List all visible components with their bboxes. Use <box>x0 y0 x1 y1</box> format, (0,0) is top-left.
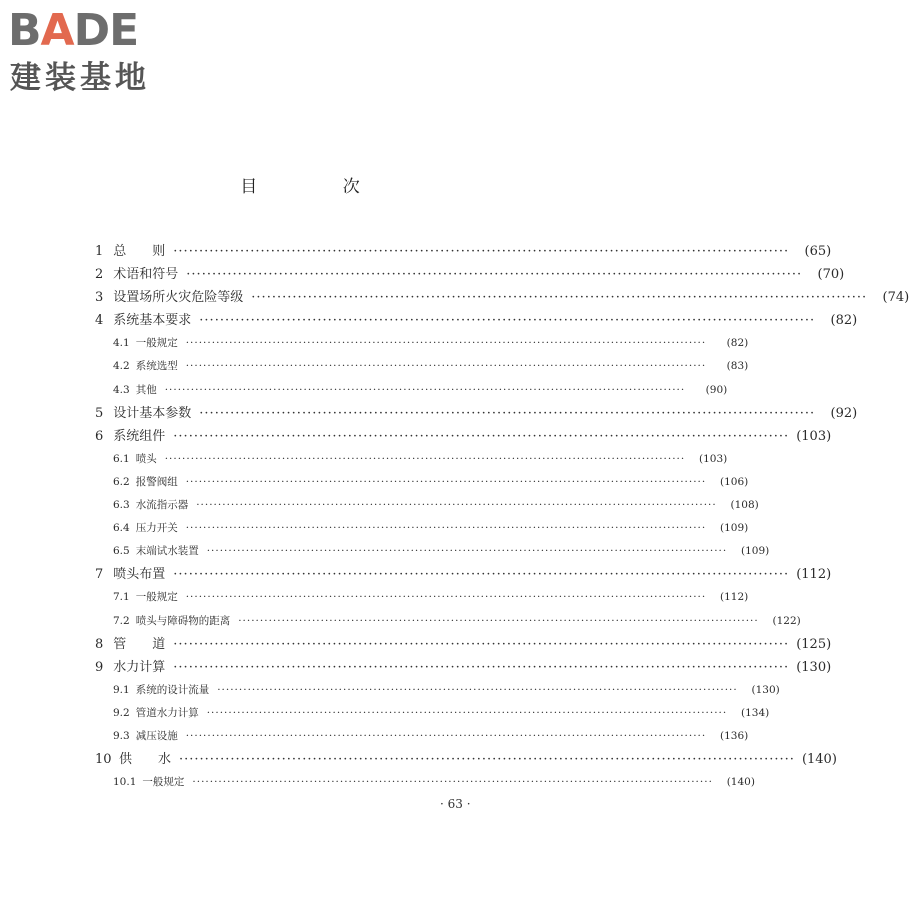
toc-entry-page: (92) <box>830 405 858 421</box>
toc-entry-title: 供 水 <box>119 752 172 768</box>
page-number: · 63 · <box>440 797 471 811</box>
dot-leader: ························································································································ <box>199 313 816 329</box>
toc-entry-page: (136) <box>720 729 749 742</box>
dot-leader: ························································································································ <box>196 499 717 512</box>
toc-entry[interactable] <box>95 679 780 702</box>
toc-entry-title: 水流指示器 <box>135 499 189 512</box>
toc-entry-page: (112) <box>796 567 832 583</box>
toc-entry-number: 6.2 <box>113 475 130 488</box>
toc-entry-number: 9 <box>95 659 104 675</box>
toc-entry-page: (74) <box>882 290 909 306</box>
toc-entry-title: 管道水力计算 <box>135 706 199 719</box>
toc-entry[interactable] <box>95 286 909 309</box>
toc-entry-number: 6.5 <box>113 545 130 558</box>
dot-leader: ························································································································ <box>185 337 707 350</box>
toc-entry[interactable] <box>95 355 749 378</box>
dot-leader: ························································································································ <box>206 706 728 719</box>
toc-entry-page: (109) <box>741 545 770 558</box>
toc-entry-page: (109) <box>720 522 749 535</box>
toc-entry[interactable] <box>95 748 837 771</box>
toc-entry[interactable] <box>95 702 770 725</box>
toc-entry-page: (65) <box>804 244 832 259</box>
toc-entry-title: 系统组件 <box>113 428 166 444</box>
site-logo <box>8 6 178 96</box>
toc-entry-page: (103) <box>796 428 832 444</box>
toc-entry-page: (112) <box>720 591 749 604</box>
dot-leader: ························································································································ <box>173 244 790 259</box>
toc-entry[interactable] <box>95 494 759 517</box>
toc-entry[interactable] <box>95 586 749 609</box>
toc-entry-number: 7.1 <box>113 591 130 604</box>
toc-entry-number: 4.3 <box>113 383 130 396</box>
toc-entry-number: 8 <box>95 636 104 652</box>
toc-entry[interactable] <box>95 332 749 355</box>
dot-leader: ························································································································ <box>206 545 728 558</box>
toc-entry-number: 3 <box>95 290 104 306</box>
toc-entry-number: 7 <box>95 567 104 583</box>
toc-entry-title: 一般规定 <box>142 776 185 789</box>
toc-entry-number: 6 <box>95 428 104 444</box>
toc-entry-page: (83) <box>726 360 749 373</box>
table-of-contents <box>95 240 909 794</box>
toc-entry-page: (70) <box>817 267 845 283</box>
toc-entry[interactable] <box>95 725 749 748</box>
dot-leader: ························································································································ <box>199 405 816 421</box>
toc-entry-page: (103) <box>699 452 728 465</box>
toc-entry[interactable] <box>95 240 832 263</box>
toc-entry-title: 喷头与障碍物的距离 <box>135 614 231 627</box>
toc-entry[interactable] <box>95 402 858 425</box>
toc-entry-page: (125) <box>796 636 832 652</box>
toc-entry-number: 10 <box>95 752 112 768</box>
toc-entry-page: (130) <box>751 683 780 696</box>
toc-entry-number: 1 <box>95 244 104 259</box>
toc-entry-number: 6.4 <box>113 522 130 535</box>
toc-entry-title: 一般规定 <box>135 337 178 350</box>
dot-leader: ························································································································ <box>179 752 795 768</box>
toc-entry-page: (122) <box>772 614 801 627</box>
toc-entry-title: 术语和符号 <box>113 267 179 283</box>
dot-leader: ························································································································ <box>173 659 790 675</box>
toc-entry-title: 减压设施 <box>135 729 178 742</box>
toc-entry[interactable] <box>95 633 832 656</box>
dot-leader: ························································································································ <box>185 475 707 488</box>
dot-leader: ························································································································ <box>164 383 686 396</box>
toc-entry-title: 喷头布置 <box>113 567 166 583</box>
toc-entry-title: 设置场所火灾危险等级 <box>113 290 244 306</box>
dot-leader: ························································································································ <box>238 614 759 627</box>
toc-entry-number: 10.1 <box>113 776 137 789</box>
logo-wordmark: BADE <box>8 5 139 56</box>
toc-entry-number: 4.1 <box>113 337 130 350</box>
dot-leader: ························································································································ <box>173 636 790 652</box>
logo-subtitle: 建装基地 <box>10 60 150 96</box>
toc-entry-page: (140) <box>726 776 755 789</box>
toc-entry-number: 6.3 <box>113 499 130 512</box>
toc-entry-title: 报警阀组 <box>135 475 178 488</box>
dot-leader: ························································································································ <box>185 591 707 604</box>
toc-entry[interactable] <box>95 309 858 332</box>
toc-entry-page: (108) <box>730 499 759 512</box>
toc-entry-number: 9.1 <box>113 683 130 696</box>
toc-entry-page: (82) <box>830 313 858 329</box>
toc-entry-number: 2 <box>95 267 104 283</box>
toc-entry-title: 一般规定 <box>135 591 178 604</box>
toc-entry[interactable] <box>95 771 755 794</box>
toc-entry[interactable] <box>95 563 832 586</box>
toc-entry-page: (140) <box>801 752 837 768</box>
toc-entry[interactable] <box>95 656 832 679</box>
toc-entry-title: 系统基本要求 <box>113 313 192 329</box>
toc-entry-number: 5 <box>95 405 104 421</box>
toc-entry[interactable] <box>95 379 728 402</box>
dot-leader: ························································································································ <box>217 683 738 696</box>
toc-entry-title: 设计基本参数 <box>113 405 192 421</box>
dot-leader: ························································································································ <box>185 729 707 742</box>
toc-entry[interactable] <box>95 448 728 471</box>
toc-entry-number: 9.2 <box>113 706 130 719</box>
toc-entry-page: (130) <box>796 659 832 675</box>
toc-entry-page: (82) <box>726 337 749 350</box>
toc-entry[interactable] <box>95 610 801 633</box>
toc-entry-number: 4.2 <box>113 360 130 373</box>
toc-entry-title: 末端试水装置 <box>135 545 199 558</box>
toc-heading: 目 次 <box>240 177 400 197</box>
dot-leader: ························································································································ <box>185 360 707 373</box>
toc-entry-number: 6.1 <box>113 452 130 465</box>
dot-leader: ························································································································ <box>192 776 713 789</box>
dot-leader: ························································································································ <box>173 567 790 583</box>
toc-entry[interactable] <box>95 425 832 448</box>
toc-entry[interactable] <box>95 517 749 540</box>
toc-entry-title: 总 则 <box>113 244 166 259</box>
dot-leader: ························································································································ <box>173 428 790 444</box>
toc-entry-title: 管 道 <box>113 636 166 652</box>
toc-entry-number: 7.2 <box>113 614 130 627</box>
dot-leader: ························································································································ <box>251 290 868 306</box>
toc-entry-title: 系统的设计流量 <box>135 683 210 696</box>
dot-leader: ························································································································ <box>186 267 803 283</box>
toc-entry[interactable] <box>95 540 770 563</box>
toc-entry-title: 系统选型 <box>135 360 178 373</box>
toc-entry-title: 压力开关 <box>135 522 178 535</box>
toc-entry[interactable] <box>95 263 845 286</box>
toc-entry-page: (134) <box>741 706 770 719</box>
toc-entry[interactable] <box>95 471 749 494</box>
toc-entry-number: 4 <box>95 313 104 329</box>
toc-entry-title: 其他 <box>135 383 157 396</box>
toc-entry-number: 9.3 <box>113 729 130 742</box>
toc-entry-title: 水力计算 <box>113 659 166 675</box>
toc-entry-page: (90) <box>705 383 728 396</box>
toc-entry-title: 喷头 <box>135 452 157 465</box>
dot-leader: ························································································································ <box>164 452 686 465</box>
toc-entry-page: (106) <box>720 475 749 488</box>
dot-leader: ························································································································ <box>185 522 707 535</box>
